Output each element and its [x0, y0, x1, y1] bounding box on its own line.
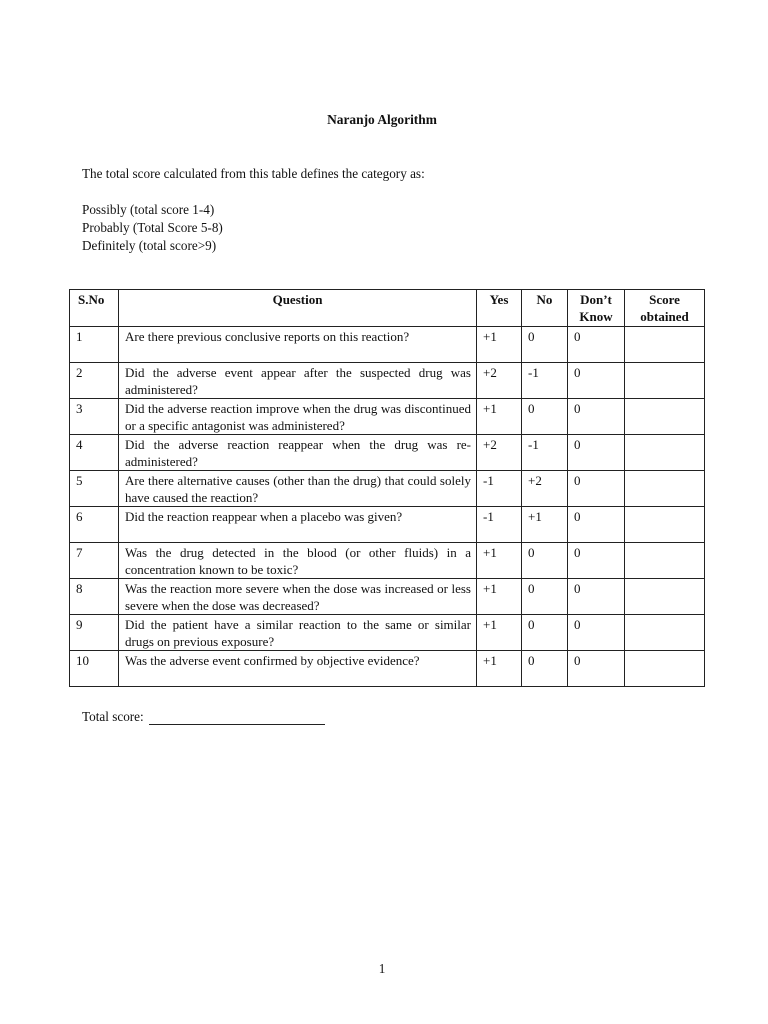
category-probably: Probably (Total Score 5-8)	[82, 220, 223, 235]
table-row	[70, 435, 705, 471]
cell-score-obtained[interactable]	[625, 651, 705, 687]
table-row	[70, 471, 705, 507]
cell-no: 0	[522, 327, 568, 363]
cell-no: 0	[522, 399, 568, 435]
cell-yes: +1	[477, 327, 522, 363]
cell-score-obtained[interactable]	[625, 615, 705, 651]
cell-dont-know: 0	[568, 471, 625, 507]
category-definitely: Definitely (total score>9)	[82, 238, 217, 253]
cell-no: +1	[522, 507, 568, 543]
category-list	[82, 201, 223, 255]
table-row	[70, 579, 705, 615]
cell-score-obtained[interactable]	[625, 507, 705, 543]
page-number: 1	[378, 961, 386, 976]
cell-score-obtained[interactable]	[625, 399, 705, 435]
total-score-blank[interactable]	[149, 710, 325, 725]
table-row	[70, 651, 705, 687]
cell-dont-know: 0	[568, 363, 625, 399]
cell-sno: 4	[70, 435, 119, 471]
cell-yes: +1	[477, 399, 522, 435]
cell-question: Did the adverse event appear after the suspected drug was administered?	[119, 363, 477, 399]
cell-score-obtained[interactable]	[625, 327, 705, 363]
document-title: Naranjo Algorithm	[327, 112, 437, 127]
cell-question: Was the drug detected in the blood (or other fluids) in a concentration known to be toxic?	[119, 543, 477, 579]
cell-sno: 3	[70, 399, 119, 435]
header-no: No	[522, 290, 568, 327]
table-row	[70, 399, 705, 435]
cell-score-obtained[interactable]	[625, 543, 705, 579]
cell-sno: 6	[70, 507, 119, 543]
cell-yes: +1	[477, 543, 522, 579]
category-possibly: Possibly (total score 1-4)	[82, 202, 215, 217]
cell-yes: -1	[477, 507, 522, 543]
header-sno: S.No	[70, 290, 119, 327]
cell-score-obtained[interactable]	[625, 435, 705, 471]
cell-question: Did the reaction reappear when a placebo was given?	[119, 507, 477, 543]
cell-question: Are there alternative causes (other than the drug) that could solely have caused the reaction?	[119, 471, 477, 507]
cell-dont-know: 0	[568, 507, 625, 543]
table-row	[70, 327, 705, 363]
cell-question: Did the adverse reaction reappear when the drug was re-administered?	[119, 435, 477, 471]
cell-yes: +2	[477, 363, 522, 399]
table-row	[70, 543, 705, 579]
cell-no: 0	[522, 579, 568, 615]
cell-dont-know: 0	[568, 327, 625, 363]
header-question: Question	[119, 290, 477, 327]
header-yes: Yes	[477, 290, 522, 327]
cell-sno: 1	[70, 327, 119, 363]
header-score-line1: Score	[649, 292, 680, 307]
cell-no: -1	[522, 363, 568, 399]
cell-question: Did the patient have a similar reaction to the same or similar drugs on previous exposure?	[119, 615, 477, 651]
cell-no: 0	[522, 543, 568, 579]
intro-text: The total score calculated from this table defines the category as:	[82, 166, 425, 181]
table-header-row	[70, 290, 705, 327]
total-score-field	[82, 709, 325, 725]
cell-question: Was the reaction more severe when the dose was increased or less severe when the dose was decreased?	[119, 579, 477, 615]
cell-no: 0	[522, 651, 568, 687]
cell-dont-know: 0	[568, 543, 625, 579]
cell-dont-know: 0	[568, 579, 625, 615]
cell-no: +2	[522, 471, 568, 507]
header-dont-know-line2: Know	[579, 309, 613, 324]
cell-yes: -1	[477, 471, 522, 507]
cell-question: Are there previous conclusive reports on this reaction?	[119, 327, 477, 363]
cell-question: Did the adverse reaction improve when the drug was discontinued or a specific antagonist was administered?	[119, 399, 477, 435]
cell-yes: +1	[477, 651, 522, 687]
cell-sno: 10	[70, 651, 119, 687]
cell-sno: 5	[70, 471, 119, 507]
cell-yes: +1	[477, 615, 522, 651]
header-score-line2: obtained	[640, 309, 689, 324]
cell-dont-know: 0	[568, 651, 625, 687]
cell-score-obtained[interactable]	[625, 471, 705, 507]
cell-dont-know: 0	[568, 399, 625, 435]
table-row	[70, 363, 705, 399]
total-score-label: Total score:	[82, 709, 144, 724]
cell-yes: +2	[477, 435, 522, 471]
cell-sno: 7	[70, 543, 119, 579]
cell-sno: 8	[70, 579, 119, 615]
naranjo-table	[69, 289, 705, 687]
cell-no: 0	[522, 615, 568, 651]
table-row	[70, 615, 705, 651]
cell-yes: +1	[477, 579, 522, 615]
header-score-obtained	[625, 290, 705, 327]
cell-sno: 9	[70, 615, 119, 651]
cell-score-obtained[interactable]	[625, 363, 705, 399]
cell-no: -1	[522, 435, 568, 471]
cell-question: Was the adverse event confirmed by objective evidence?	[119, 651, 477, 687]
cell-dont-know: 0	[568, 615, 625, 651]
cell-dont-know: 0	[568, 435, 625, 471]
cell-score-obtained[interactable]	[625, 579, 705, 615]
header-dont-know-line1: Don’t	[580, 292, 612, 307]
header-dont-know	[568, 290, 625, 327]
table-row	[70, 507, 705, 543]
cell-sno: 2	[70, 363, 119, 399]
